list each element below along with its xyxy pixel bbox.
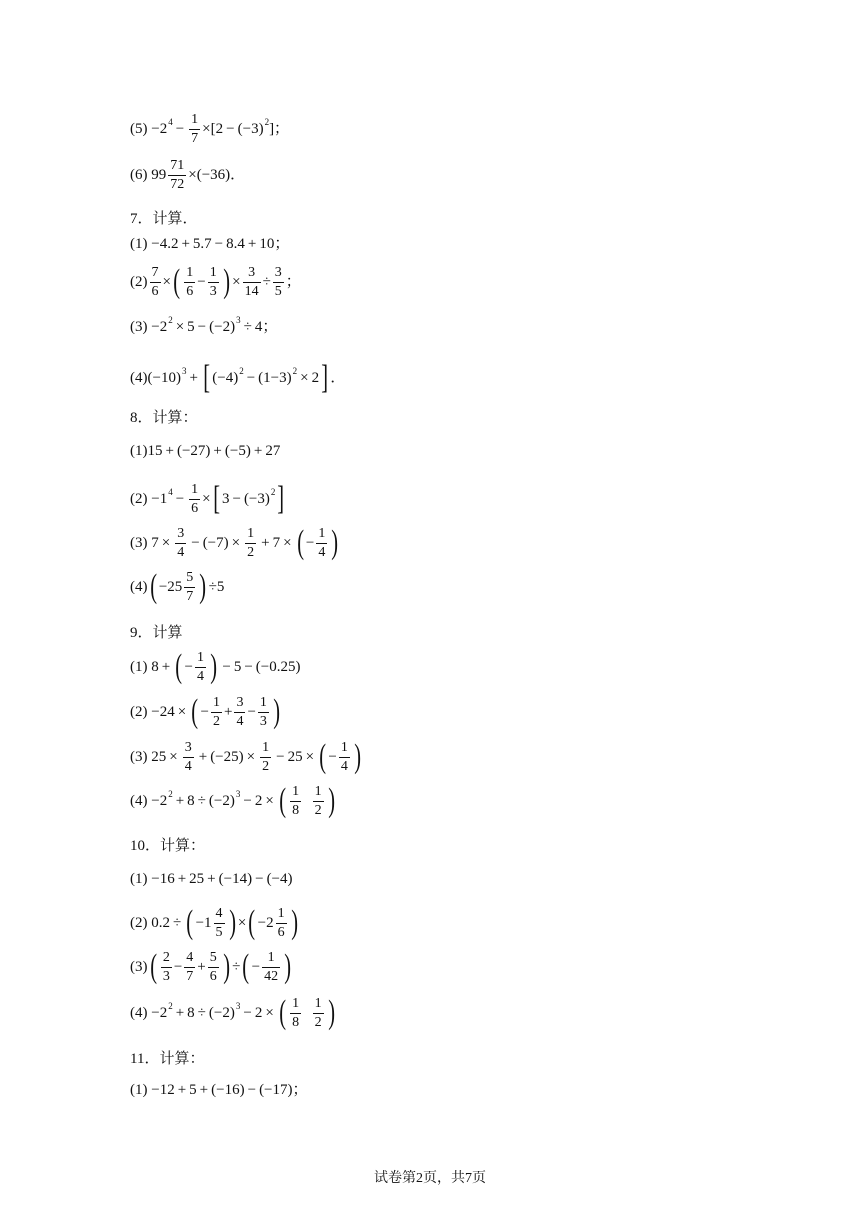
q10-part-3: (3) ( $\frac{2}{3}$ − $\frac{4}{7}$ + $\frac{5}{6}$ ) ÷ ( − $\frac{1}{42}$ ) [130, 948, 292, 986]
q10-part-4: (4) −2 2 + 8 ÷ (−2) 3 − 2 × ( $\frac{1}{8}$ $\frac{1}{2}$ ) [130, 994, 335, 1032]
q8-part-4: (4) ( −25 $\frac{5}{7}$ ) ÷5 [130, 568, 225, 606]
question-11-heading: 11．计算： [130, 1051, 205, 1067]
problem-6: (6) 99 $\frac{71}{72}$ ×(−36)． [130, 158, 246, 193]
question-9-heading: 9．计算 [130, 625, 183, 641]
q9-part-2: (2) −24 × ( − $\frac{1}{2}$ + $\frac{3}{4}$ − $\frac{1}{3}$ ) [130, 693, 280, 731]
q9-part-3: (3) 25 × $\frac{3}{4}$ + (−25) × $\frac{1}{2}$ − 25 × ( − $\frac{1}{4}$ ) [130, 738, 361, 776]
q7-part-2: (2) $\frac{7}{6}$ × ( $\frac{1}{6}$ − $\frac{1}{3}$ ) × $\frac{3}{14}$ ÷ $\frac{3}{5}$ ； [130, 263, 301, 301]
q7-part-3: (3) −2 2 × 5 − (−2) 3 ÷ 4； [130, 315, 278, 335]
question-8-heading: 8．计算： [130, 410, 198, 426]
q8-part-2: (2) −1 4 − $\frac{1}{6}$ × [ 3 − (−3) 2 ] [130, 480, 285, 518]
question-7-heading: 7．计算． [130, 211, 198, 227]
q11-part-1: (1) −12 + 5 + (−16) − (−17)； [130, 1082, 308, 1098]
q10-part-2: (2) 0.2 ÷ ( −1 $\frac{4}{5}$ ) × ( −2 $\frac{1}{6}$ ) [130, 904, 298, 942]
q8-part-1: (1)15 + (−27) + (−5) + 27 [130, 443, 281, 459]
q9-part-1: (1) 8 + ( − $\frac{1}{4}$ ) − 5 − (−0.25) [130, 648, 301, 686]
page-footer: 试卷第2页，共7页 [374, 1171, 486, 1186]
q8-part-3: (3) 7 × $\frac{3}{4}$ − (−7) × $\frac{1}{2}$ + 7 × ( − $\frac{1}{4}$ ) [130, 524, 339, 562]
q10-part-1: (1) −16 + 25 + (−14) − (−4) [130, 871, 293, 887]
q7-part-1: (1) −4.2 + 5.7 − 8.4 + 10； [130, 236, 290, 252]
q9-part-4: (4) −2 2 + 8 ÷ (−2) 3 − 2 × ( $\frac{1}{8}$ $\frac{1}{2}$ ) [130, 782, 335, 820]
q7-part-4: (4) (−10) 3 + [ (−4) 2 − (1−3) 2 × 2 ] ． [130, 359, 346, 396]
question-10-heading: 10．计算： [130, 838, 206, 854]
problem-5: (5) −2 4 − $\frac{1}{7}$ ×[2 − (−3) 2 ]； [130, 112, 290, 147]
